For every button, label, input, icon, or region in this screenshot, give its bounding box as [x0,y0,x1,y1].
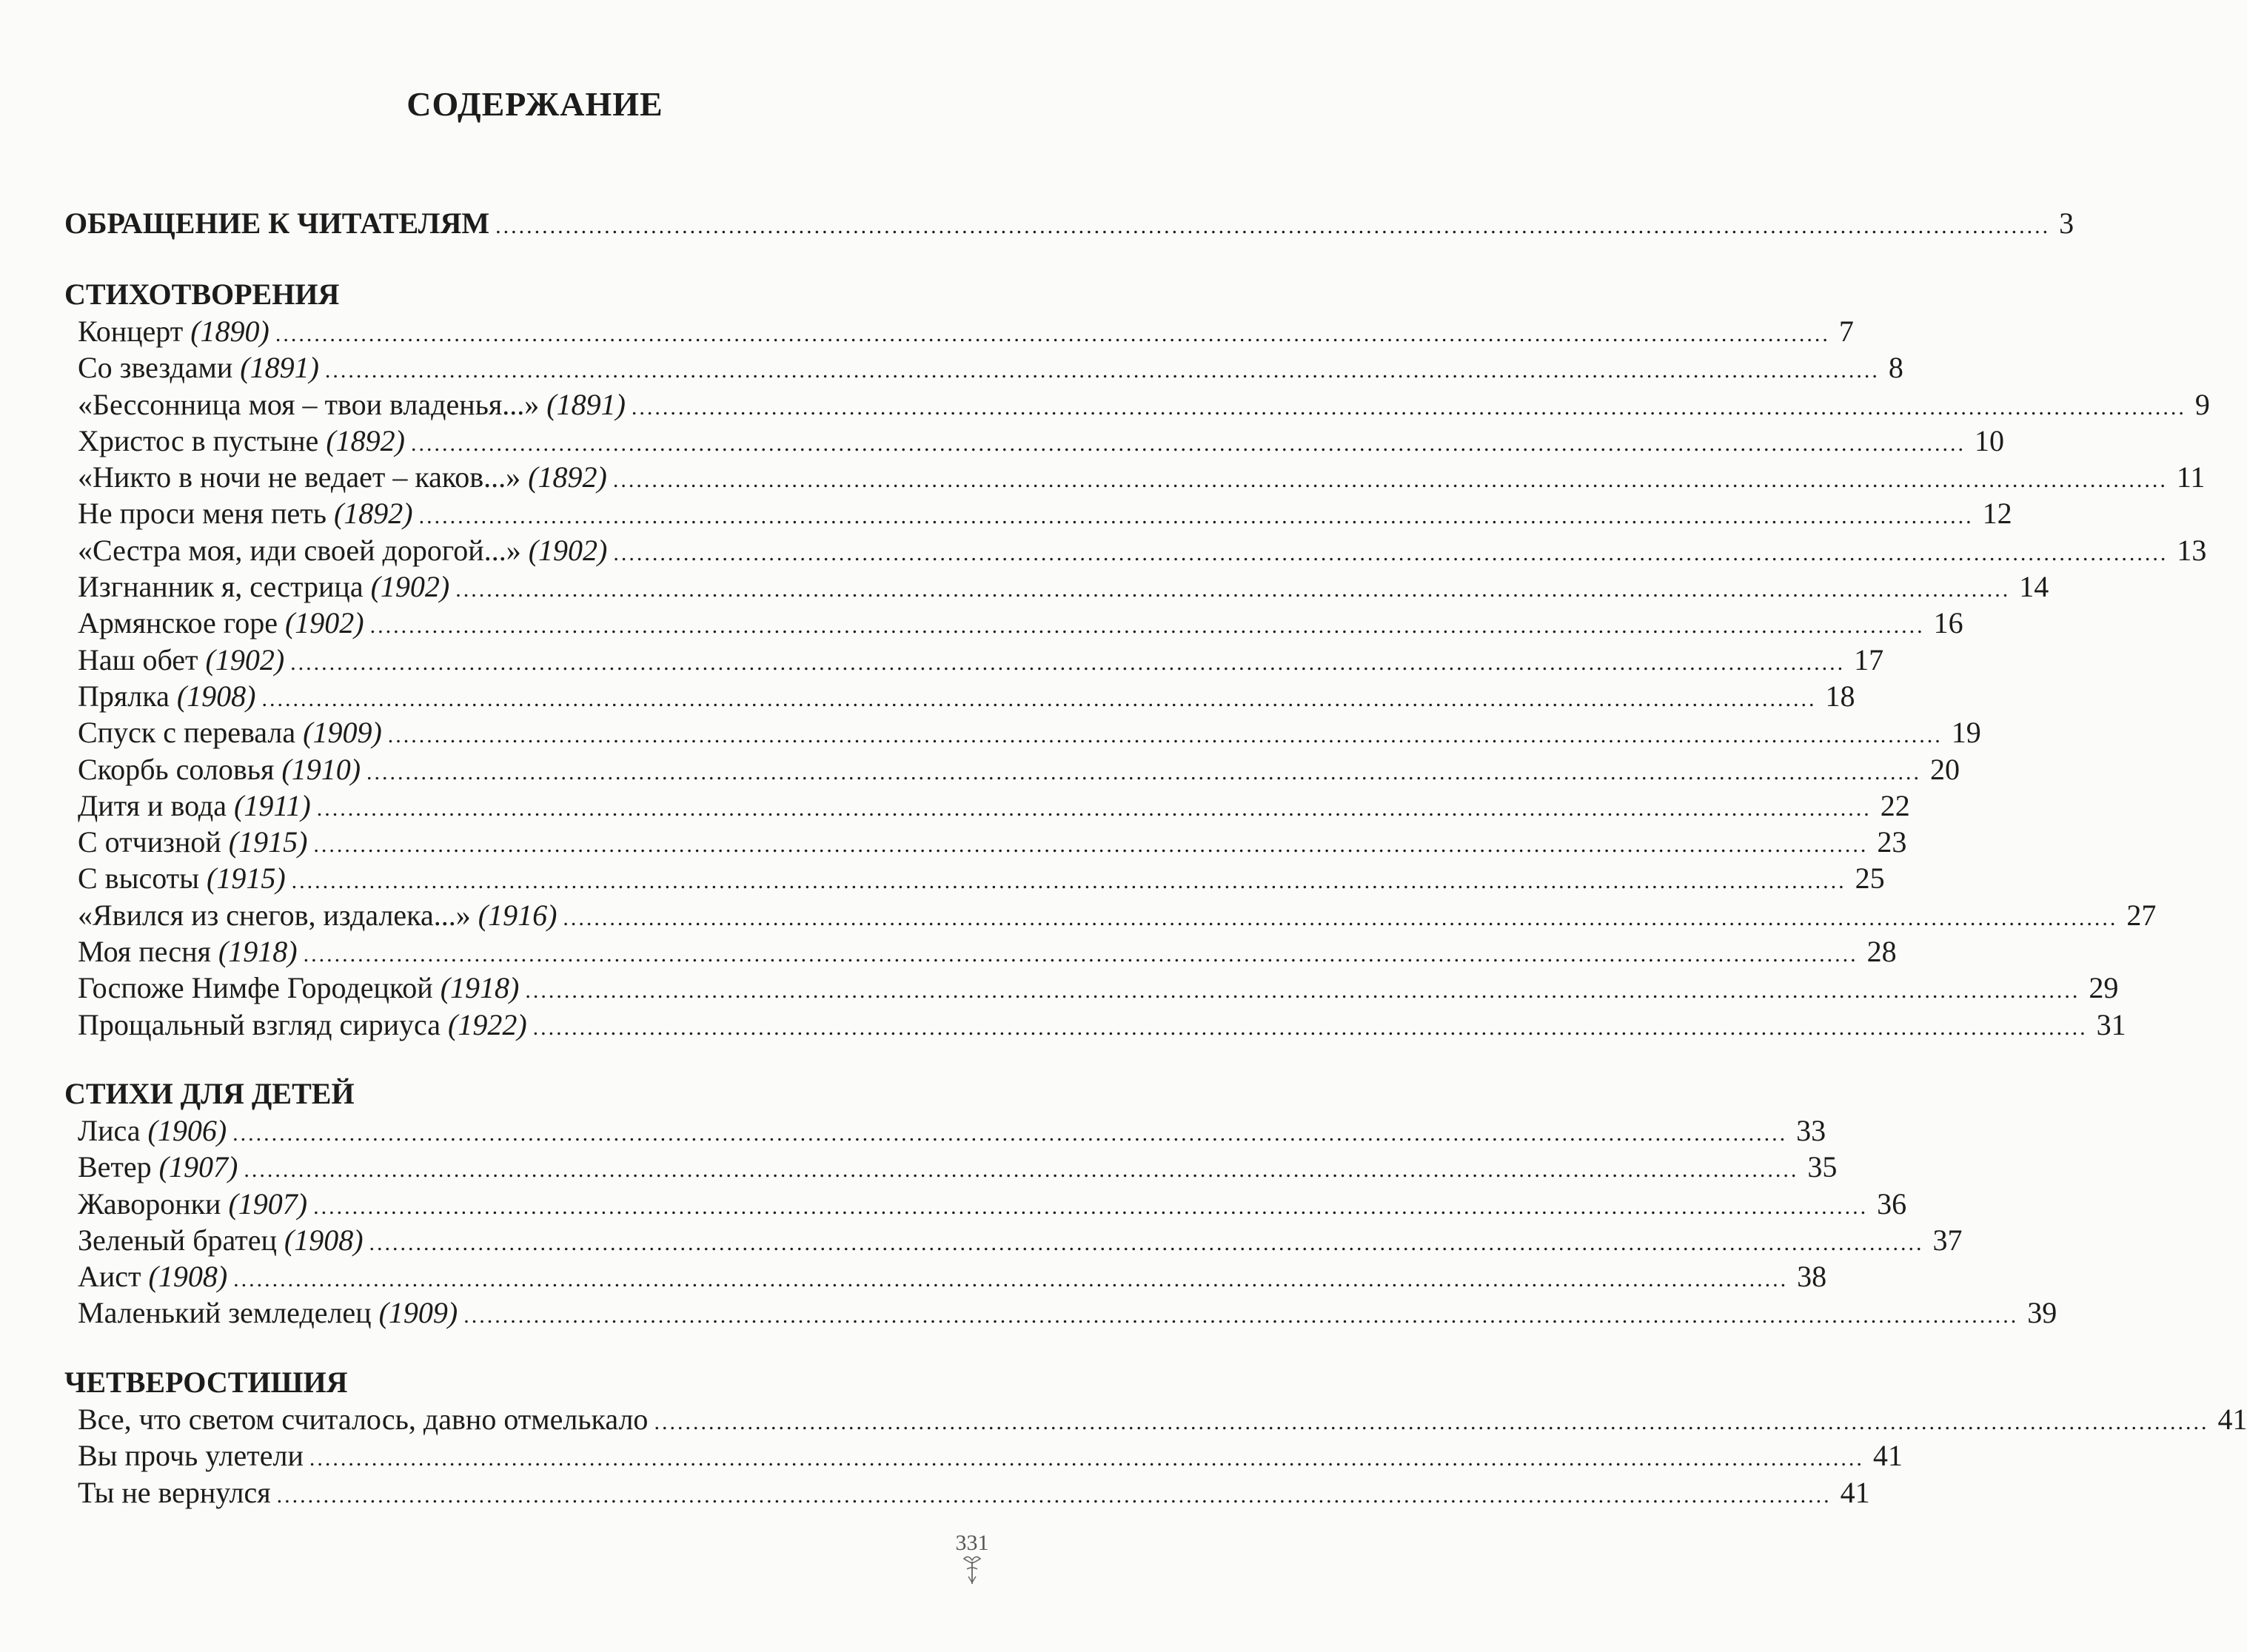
toc-entry [0,350,1903,387]
entry-title: Концерт [78,315,184,348]
entry-year: (1908) [176,679,256,713]
entry-title: ОБРАЩЕНИЕ К ЧИТАТЕЛЯМ [64,206,490,240]
entry-year: (1909) [303,716,382,749]
toc-entry [0,788,1910,825]
entry-year: (1922) [448,1008,527,1041]
toc-entry [0,1475,1870,1512]
dot-leader: ........................................................................................................................................................................................................ [631,395,2186,420]
entry-title: Изгнанник я, сестрица [78,570,364,603]
dot-leader: ........................................................................................................................................................................................................ [232,1121,1788,1146]
dot-leader: ........................................................................................................................................................................................................ [309,1446,1864,1471]
entry-title: С отчизной [78,825,221,859]
toc-entry [0,460,2206,497]
dot-leader: ........................................................................................................................................................................................................ [495,214,2051,238]
entry-year: (1915) [228,825,308,859]
toc-entry [0,861,1885,898]
entry-year: (1907) [228,1187,308,1220]
entry-title: Наш обет [78,643,198,676]
toc-entry [0,569,2049,606]
entry-page: 41 [2217,1403,2247,1436]
dot-leader: ........................................................................................................................................................................................................ [455,577,2011,602]
dot-leader: ........................................................................................................................................................................................................ [303,942,1858,967]
entry-year: (1908) [284,1223,364,1257]
entry-page: 22 [1880,789,1910,822]
entry-title: Зеленый братец [78,1223,277,1257]
page-title: СОДЕРЖАНИЕ [406,85,663,123]
dot-leader: ........................................................................................................................................................................................................ [275,322,1830,346]
toc-entry [0,1259,1827,1296]
toc-entry [0,1402,2247,1439]
dot-leader: ........................................................................................................................................................................................................ [244,1158,1799,1182]
entry-year: (1910) [281,753,361,786]
toc-entry [0,1295,2057,1332]
dot-leader: ........................................................................................................................................................................................................ [366,760,1922,785]
entry-page: 35 [1807,1150,1838,1183]
dot-leader: ........................................................................................................................................................................................................ [313,833,1869,857]
entry-title: Моя песня [78,935,211,968]
page-number: 331 [955,1531,989,1555]
entry-page: 39 [2027,1296,2057,1329]
toc-entry [0,387,2210,424]
dot-leader: ........................................................................................................................................................................................................ [525,978,2080,1003]
entry-page: 29 [2089,971,2119,1004]
entry-page: 36 [1877,1187,1907,1220]
entry-title: Спуск с перевала [78,716,296,749]
toc-entry [0,1186,1907,1223]
dot-leader: ........................................................................................................................................................................................................ [316,796,1872,821]
entry-page: 41 [1872,1439,1903,1472]
entry-page: 28 [1866,935,1897,968]
entry-year: (1902) [205,643,285,676]
dot-leader: ........................................................................................................................................................................................................ [290,651,1846,675]
entry-year: (1909) [378,1296,458,1329]
toc-entry [0,970,2119,1007]
entry-page: 27 [2126,899,2157,932]
entry-title: Вы прочь улетели [78,1439,304,1472]
entry-title: «Явился из снегов, издалека...» [78,899,471,932]
entry-title: Армянское горе [78,606,278,639]
entry-year: (1891) [546,388,626,421]
dot-leader: ........................................................................................................................................................................................................ [276,1483,1832,1508]
dot-leader: ........................................................................................................................................................................................................ [233,1267,1789,1292]
toc-entry [0,423,2004,460]
entry-page: 19 [1951,716,1981,749]
entry-title: Ты не вернулся [78,1476,271,1509]
dot-leader: ........................................................................................................................................................................................................ [418,504,1974,528]
entry-page: 10 [1974,424,2004,457]
entry-title: С высоты [78,862,200,895]
dot-leader: ........................................................................................................................................................................................................ [613,541,2169,565]
entry-title: Ветер [78,1150,152,1183]
entry-page: 23 [1877,825,1907,859]
entry-page: 37 [1932,1223,1963,1257]
entry-year: (1902) [370,570,450,603]
dot-leader: ........................................................................................................................................................................................................ [410,432,1966,456]
dot-leader: ........................................................................................................................................................................................................ [463,1303,2019,1328]
dot-leader: ........................................................................................................................................................................................................ [532,1015,2088,1040]
section-heading: СТИХИ ДЛЯ ДЕТЕЙ [64,1077,355,1110]
toc-entry [0,825,1907,862]
toc-entry [0,1113,1826,1150]
dot-leader: ........................................................................................................................................................................................................ [313,1195,1869,1219]
dot-leader: ........................................................................................................................................................................................................ [324,358,1880,383]
entry-title: Аист [78,1260,141,1293]
dot-leader: ........................................................................................................................................................................................................ [369,1231,1924,1255]
toc-entry [0,1223,1963,1260]
entry-page: 25 [1855,862,1885,895]
entry-year: (1918) [440,971,520,1004]
toc-entry [0,898,2157,935]
entry-page: 12 [1982,497,2012,530]
entry-page: 17 [1854,643,1884,676]
toc-entry [0,1438,1903,1475]
toc-entry [0,1007,2126,1044]
entry-year: (1892) [528,460,607,494]
toc-entry [0,715,1981,752]
entry-year: (1902) [528,534,608,567]
entry-page: 3 [2059,206,2074,240]
entry-page: 20 [1930,753,1960,786]
entry-title: Христос в пустыне [78,424,319,457]
dot-leader: ........................................................................................................................................................................................................ [612,468,2168,492]
entry-page: 16 [1933,606,1963,639]
entry-page: 13 [2177,534,2207,567]
entry-page: 11 [2176,460,2206,494]
toc-entry [0,752,1960,789]
entry-page: 9 [2194,388,2210,421]
entry-year: (1911) [234,789,311,822]
entry-title: Маленький земледелец [78,1296,372,1329]
entry-title: Прялка [78,679,170,713]
entry-title: Лиса [78,1114,141,1147]
entry-page: 14 [2019,570,2049,603]
dot-leader: ........................................................................................................................................................................................................ [654,1410,2209,1434]
toc-entry [0,605,1963,642]
entry-title: Жаворонки [78,1187,221,1220]
entry-title: Со звездами [78,351,233,384]
entry-title: «Бессонница моя – твои владенья...» [78,388,540,421]
entry-title: Прощальный взгляд сириуса [78,1008,441,1041]
entry-title: «Сестра моя, иди своей дорогой...» [78,534,521,567]
dot-leader: ........................................................................................................................................................................................................ [387,723,1943,748]
entry-title: Дитя и вода [78,789,227,822]
entry-year: (1916) [478,899,557,932]
entry-page: 8 [1888,351,1903,384]
entry-year: (1907) [158,1150,238,1183]
entry-year: (1902) [284,606,364,639]
toc-entry [0,642,1884,679]
toc-entry [0,934,1897,971]
entry-year: (1915) [207,862,286,895]
fleuron-icon [961,1554,983,1587]
entry-title: Скорбь соловья [78,753,275,786]
entry-title: Не проси меня петь [78,497,326,530]
dot-leader: ........................................................................................................................................................................................................ [369,614,1925,638]
entry-page: 18 [1825,679,1855,713]
entry-page: 7 [1838,315,1854,348]
entry-year: (1892) [326,424,405,457]
entry-title: Все, что светом считалось, давно отмелькало [78,1403,649,1436]
entry-year: (1908) [148,1260,228,1293]
toc-entry [0,1149,1838,1186]
entry-page: 38 [1797,1260,1827,1293]
dot-leader: ........................................................................................................................................................................................................ [563,906,2118,930]
section-heading: СТИХОТВОРЕНИЯ [64,278,340,311]
entry-page: 31 [2096,1008,2126,1041]
toc-entry [0,533,2207,570]
toc-entry [0,206,2074,243]
entry-year: (1918) [218,935,298,968]
toc-entry [0,314,1854,351]
toc-entry [0,679,1855,716]
entry-title: Госпоже Нимфе Городецкой [78,971,433,1004]
entry-year: (1891) [240,351,319,384]
entry-year: (1906) [147,1114,227,1147]
entry-year: (1892) [333,497,413,530]
dot-leader: ........................................................................................................................................................................................................ [291,869,1846,893]
entry-title: «Никто в ночи не ведает – каков...» [78,460,521,494]
section-heading: ЧЕТВЕРОСТИШИЯ [64,1366,348,1399]
entry-year: (1890) [190,315,269,348]
entry-page: 41 [1840,1476,1870,1509]
dot-leader: ........................................................................................................................................................................................................ [261,687,1817,711]
entry-page: 33 [1796,1114,1826,1147]
toc-entry [0,496,2012,533]
